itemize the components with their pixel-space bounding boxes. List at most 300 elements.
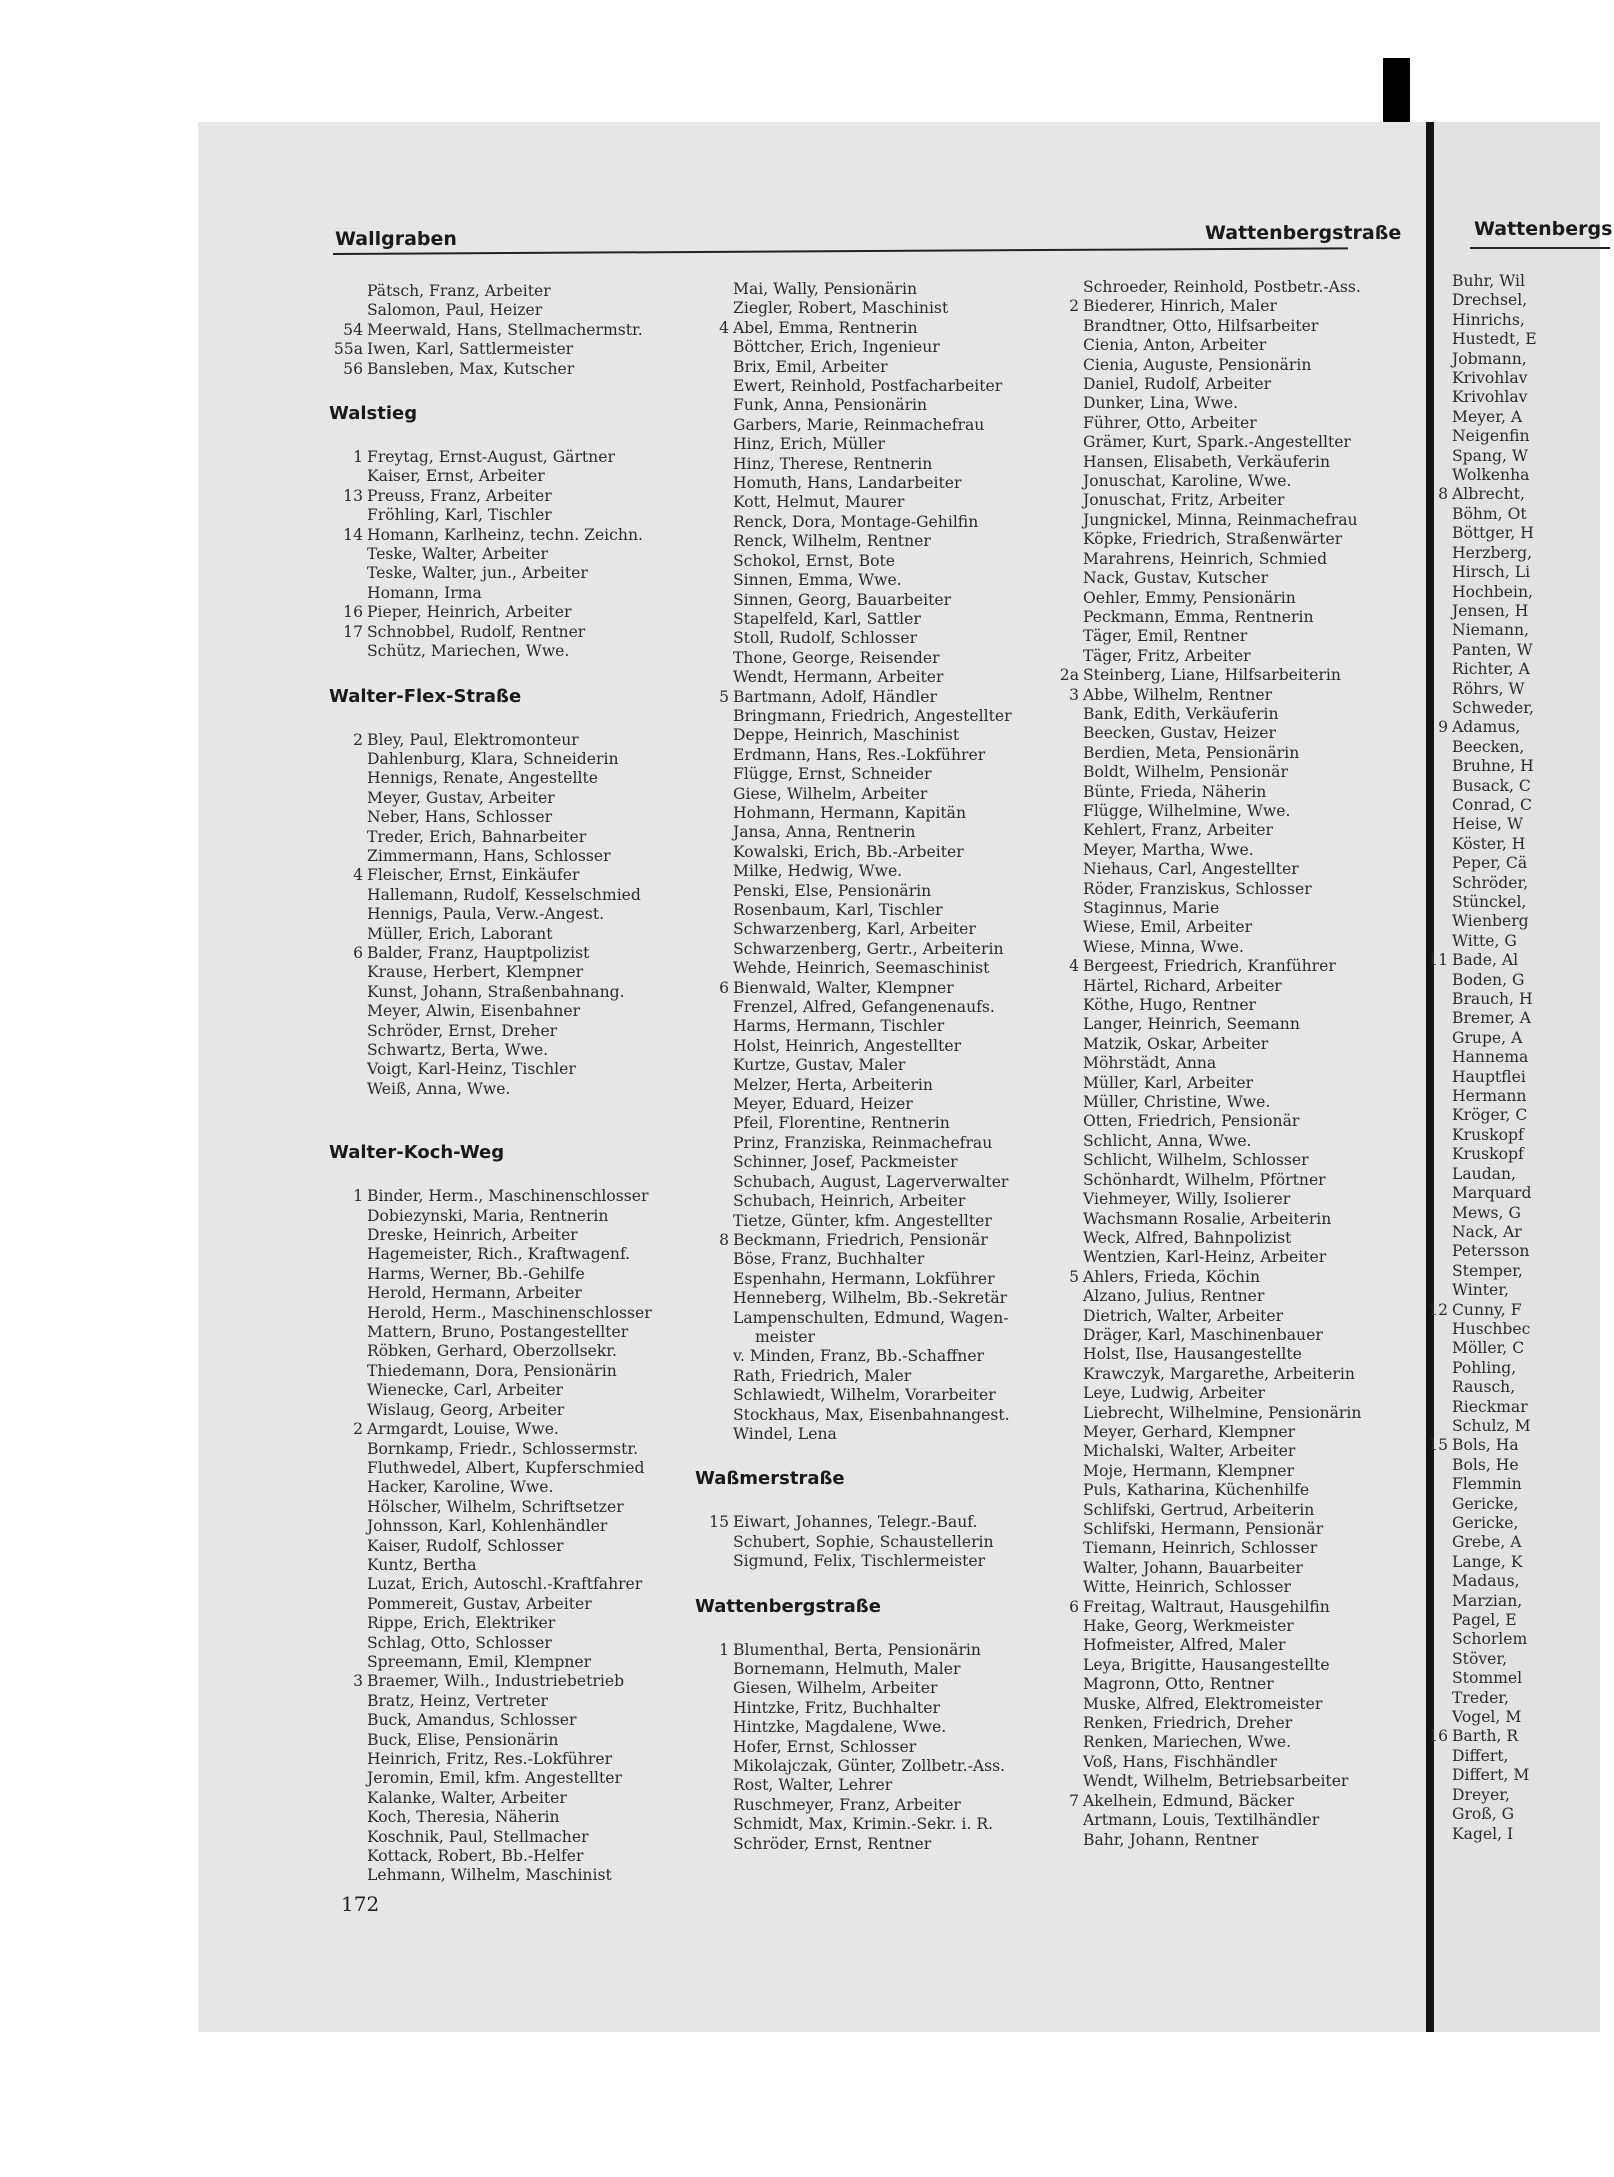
directory-entry <box>329 321 674 340</box>
directory-entry <box>329 360 674 379</box>
resident-name: Brauch, H <box>1452 990 1533 1009</box>
directory-entry <box>1414 524 1614 543</box>
resident-name: Balder, Franz, Hauptpolizist <box>367 943 590 962</box>
resident-name: Bahr, Johann, Rentner <box>1083 1830 1259 1849</box>
directory-entry <box>695 1796 1037 1815</box>
resident-name: Gericke, <box>1452 1494 1519 1513</box>
resident-name: Böttcher, Erich, Ingenieur <box>733 338 940 357</box>
directory-entry <box>329 564 674 583</box>
resident-name: Vogel, M <box>1452 1708 1522 1727</box>
resident-name: Neber, Hans, Schlosser <box>367 808 553 827</box>
directory-entry <box>695 882 1037 901</box>
directory-entry <box>695 1153 1037 1172</box>
resident-name: Henneberg, Wilhelm, Bb.-Sekretär <box>733 1289 1008 1308</box>
directory-entry <box>1414 932 1614 951</box>
directory-entry <box>329 487 674 506</box>
directory-entry <box>695 1192 1037 1211</box>
resident-name: Herold, Herm., Maschinenschlosser <box>367 1303 652 1322</box>
directory-entry <box>1414 1825 1614 1844</box>
directory-entry <box>1414 272 1614 291</box>
street-heading: Wattenbergstraße <box>695 1595 881 1617</box>
house-number: 55a <box>333 340 363 359</box>
directory-entry <box>329 1381 674 1400</box>
directory-entry <box>695 1776 1037 1795</box>
resident-name: Moje, Hermann, Klempner <box>1083 1461 1295 1480</box>
directory-entry <box>1414 1009 1614 1028</box>
directory-entry <box>1045 763 1405 782</box>
directory-entry <box>329 506 674 525</box>
directory-entry <box>1045 394 1405 413</box>
directory-entry <box>1045 1423 1405 1442</box>
directory-entry <box>1045 1345 1405 1364</box>
resident-name: Krivohlav <box>1452 388 1528 407</box>
directory-entry <box>329 1420 674 1439</box>
resident-name: Teske, Walter, Arbeiter <box>367 545 548 564</box>
resident-name: Renken, Mariechen, Wwe. <box>1083 1733 1292 1752</box>
resident-name: Erdmann, Hans, Res.-Lokführer <box>733 745 986 764</box>
resident-name: Bartmann, Adolf, Händler <box>733 687 937 706</box>
house-number: 4 <box>1069 957 1079 976</box>
resident-name: Spreemann, Emil, Klempner <box>367 1652 592 1671</box>
resident-name: Thone, George, Reisender <box>733 648 940 667</box>
resident-name: Berdien, Meta, Pensionärin <box>1083 743 1300 762</box>
directory-entry <box>695 591 1037 610</box>
directory-entry <box>695 1660 1037 1679</box>
resident-name: Jeromin, Emil, kfm. Angestellter <box>367 1769 622 1788</box>
resident-name: Meyer, Martha, Wwe. <box>1083 840 1254 859</box>
resident-name: Abbe, Wilhelm, Rentner <box>1083 685 1273 704</box>
resident-name: Johnsson, Karl, Kohlenhändler <box>367 1517 608 1536</box>
directory-entry <box>1414 1165 1614 1184</box>
resident-name: Liebrecht, Wilhelmine, Pensionärin <box>1083 1403 1362 1422</box>
house-number: 56 <box>343 359 363 378</box>
resident-name: Grebe, A <box>1452 1533 1522 1552</box>
resident-name: Herzberg, <box>1452 543 1533 562</box>
resident-name: Mattern, Bruno, Postangestellter <box>367 1323 629 1342</box>
directory-entry <box>1414 1650 1614 1669</box>
resident-name: Abel, Emma, Rentnerin <box>733 318 918 337</box>
directory-entry <box>1414 796 1614 815</box>
directory-entry <box>329 1440 674 1459</box>
house-number: 6 <box>719 978 729 997</box>
resident-name: Boldt, Wilhelm, Pensionär <box>1083 763 1288 782</box>
directory-entry <box>329 1575 674 1594</box>
directory-entry <box>1045 433 1405 452</box>
directory-entry <box>1414 1281 1614 1300</box>
resident-name: Pagel, E <box>1452 1611 1517 1630</box>
directory-entry <box>1414 1106 1614 1125</box>
resident-name: Rieckmar <box>1452 1397 1528 1416</box>
resident-name: Witte, Heinrich, Schlosser <box>1083 1578 1291 1597</box>
resident-name: Wienecke, Carl, Arbeiter <box>367 1381 564 1400</box>
resident-name: Stockhaus, Max, Eisenbahnangest. <box>733 1405 1010 1424</box>
directory-entry <box>1045 1559 1405 1578</box>
resident-name: Niehaus, Carl, Angestellter <box>1083 860 1299 879</box>
resident-name: Beckmann, Friedrich, Pensionär <box>733 1230 988 1249</box>
directory-entry <box>1414 990 1614 1009</box>
resident-name: Ahlers, Frieda, Köchin <box>1083 1267 1260 1286</box>
directory-entry <box>329 603 674 622</box>
directory-entry <box>1045 414 1405 433</box>
resident-name: Gericke, <box>1452 1514 1519 1532</box>
directory-entry <box>1414 777 1614 796</box>
directory-entry <box>695 358 1037 377</box>
resident-name: Schinner, Josef, Packmeister <box>733 1153 958 1172</box>
directory-entry <box>1414 505 1614 524</box>
house-number: 2 <box>353 730 363 749</box>
spacer <box>329 1099 674 1118</box>
directory-entry <box>695 338 1037 357</box>
directory-entry <box>695 1017 1037 1036</box>
resident-name: Kalanke, Walter, Arbeiter <box>367 1788 567 1807</box>
directory-entry <box>1045 1151 1405 1170</box>
resident-name: Bols, Ha <box>1452 1436 1519 1455</box>
resident-name: Bratz, Heinz, Vertreter <box>367 1691 549 1710</box>
column-2 <box>695 280 1037 1854</box>
resident-name: Wiese, Minna, Wwe. <box>1083 937 1244 956</box>
resident-name: Brandtner, Otto, Hilfsarbeiter <box>1083 316 1319 335</box>
resident-name: Fröhling, Karl, Tischler <box>367 506 552 525</box>
house-number: 12 <box>1428 1300 1448 1319</box>
resident-name: Grämer, Kurt, Spark.-Angestellter <box>1083 433 1351 452</box>
directory-entry <box>329 1537 674 1556</box>
resident-name: Witte, G <box>1452 931 1517 950</box>
directory-entry <box>1045 1520 1405 1539</box>
directory-entry <box>1045 783 1405 802</box>
resident-name: Hermann <box>1452 1087 1527 1106</box>
directory-entry <box>1414 1048 1614 1067</box>
resident-name: Schlicht, Anna, Wwe. <box>1083 1131 1252 1150</box>
directory-entry <box>329 1478 674 1497</box>
directory-entry <box>1045 336 1405 355</box>
resident-name: Schwartz, Berta, Wwe. <box>367 1041 549 1059</box>
directory-entry <box>1045 705 1405 724</box>
resident-name: Stemper, <box>1452 1261 1523 1280</box>
directory-entry <box>329 1342 674 1361</box>
house-number: 5 <box>1069 1267 1079 1286</box>
street-heading: Waßmerstraße <box>695 1468 845 1490</box>
directory-entry <box>1414 660 1614 679</box>
directory-entry <box>1045 589 1405 608</box>
resident-name: Wendt, Wilhelm, Betriebsarbeiter <box>1083 1772 1349 1791</box>
directory-entry <box>1045 1733 1405 1752</box>
directory-entry <box>1045 1714 1405 1733</box>
directory-entry <box>1045 1501 1405 1520</box>
house-number: 2 <box>353 1420 363 1439</box>
resident-name: Rosenbaum, Karl, Tischler <box>733 901 943 919</box>
directory-entry <box>329 1401 674 1420</box>
resident-name: Lange, K <box>1452 1552 1523 1571</box>
directory-entry <box>1414 854 1614 873</box>
house-number: 14 <box>343 525 363 544</box>
resident-name: Meyer, Gustav, Arbeiter <box>367 788 555 807</box>
resident-name: Lehmann, Wilhelm, Maschinist <box>367 1866 612 1885</box>
resident-name: Viehmeyer, Willy, Isolierer <box>1083 1190 1291 1209</box>
directory-entry <box>1045 1462 1405 1481</box>
directory-entry <box>1045 1442 1405 1461</box>
directory-entry <box>329 1769 674 1788</box>
directory-entry <box>329 963 674 982</box>
resident-name: Mikolajczak, Günter, Zollbetr.-Ass. <box>733 1757 1006 1776</box>
resident-name: Schönhardt, Wilhelm, Pförtner <box>1083 1170 1326 1189</box>
resident-name: Binder, Herm., Maschinenschlosser <box>367 1187 649 1206</box>
spacer <box>695 1572 1037 1591</box>
resident-name: Barth, R <box>1452 1727 1519 1746</box>
resident-name: Dreyer, <box>1452 1785 1510 1804</box>
directory-entry <box>695 649 1037 668</box>
directory-entry <box>695 532 1037 551</box>
resident-name: Neigenfin <box>1452 427 1530 446</box>
directory-entry <box>1045 375 1405 394</box>
resident-name: Treder, Erich, Bahnarbeiter <box>367 827 587 846</box>
spacer <box>329 379 674 398</box>
directory-entry <box>695 1386 1037 1405</box>
directory-entry <box>695 1679 1037 1698</box>
resident-name: Rath, Friedrich, Maler <box>733 1366 912 1385</box>
directory-entry <box>695 1757 1037 1776</box>
directory-entry <box>1414 1301 1614 1320</box>
resident-name: Pommereit, Gustav, Arbeiter <box>367 1594 592 1613</box>
resident-name: Cunny, F <box>1452 1300 1522 1319</box>
directory-entry <box>329 1323 674 1342</box>
next-page-running-head: Wattenbergs <box>1474 218 1613 240</box>
resident-name: Albrecht, <box>1452 485 1525 504</box>
column-4-partial <box>1414 272 1614 1844</box>
directory-entry <box>695 396 1037 415</box>
resident-name: Nack, Gustav, Kutscher <box>1083 569 1269 588</box>
resident-name: Buck, Amandus, Schlosser <box>367 1711 577 1730</box>
resident-name: Schütz, Mariechen, Wwe. <box>367 642 570 661</box>
directory-entry <box>1414 1029 1614 1048</box>
directory-entry <box>1414 563 1614 582</box>
directory-entry <box>1414 718 1614 737</box>
directory-entry <box>695 1037 1037 1056</box>
directory-entry <box>695 455 1037 474</box>
resident-name: Michalski, Walter, Arbeiter <box>1083 1442 1296 1461</box>
directory-entry <box>329 282 674 301</box>
directory-entry <box>1045 1831 1405 1850</box>
resident-name: Wienberg <box>1452 912 1529 931</box>
directory-entry <box>695 843 1037 862</box>
resident-name: Funk, Anna, Pensionärin <box>733 396 928 415</box>
resident-name: Kunst, Johann, Straßenbahnang. <box>367 982 625 1001</box>
resident-name: Voß, Hans, Fischhändler <box>1083 1752 1278 1771</box>
directory-entry <box>329 769 674 788</box>
resident-name: Pieper, Heinrich, Arbeiter <box>367 603 572 622</box>
directory-entry <box>1045 880 1405 899</box>
directory-entry <box>1045 1287 1405 1306</box>
resident-name: Hansen, Elisabeth, Verkäuferin <box>1083 452 1331 471</box>
directory-entry <box>1045 356 1405 375</box>
directory-entry <box>1414 369 1614 388</box>
resident-name: Boden, G <box>1452 970 1525 989</box>
resident-name: Ewert, Reinhold, Postfacharbeiter <box>733 377 1003 396</box>
directory-entry <box>1414 311 1614 330</box>
resident-name: Richter, A <box>1452 660 1530 679</box>
directory-entry <box>1414 1184 1614 1203</box>
directory-entry <box>1414 1727 1614 1746</box>
resident-name: Bringmann, Friedrich, Angestellter <box>733 706 1012 725</box>
resident-name: Flügge, Wilhelmine, Wwe. <box>1083 801 1291 820</box>
directory-entry <box>695 1425 1037 1444</box>
resident-name: Böse, Franz, Buchhalter <box>733 1250 925 1269</box>
directory-entry <box>695 1076 1037 1095</box>
resident-name: Bansleben, Max, Kutscher <box>367 359 575 378</box>
resident-name: Voigt, Karl-Heinz, Tischler <box>367 1060 576 1079</box>
resident-name: Möhrstädt, Anna <box>1083 1054 1217 1073</box>
resident-name: Oehler, Emmy, Pensionärin <box>1083 588 1296 607</box>
resident-name: Wendt, Hermann, Arbeiter <box>733 668 944 687</box>
directory-entry <box>1414 1126 1614 1145</box>
directory-entry <box>695 1641 1037 1660</box>
directory-entry <box>329 1245 674 1264</box>
resident-name: Giese, Wilhelm, Arbeiter <box>733 784 928 803</box>
house-number: 16 <box>1428 1727 1448 1746</box>
directory-entry <box>1045 957 1405 976</box>
directory-entry <box>695 1367 1037 1386</box>
house-number: 1 <box>719 1640 729 1659</box>
directory-entry <box>329 1653 674 1672</box>
resident-name: Sinnen, Emma, Wwe. <box>733 571 902 590</box>
house-number: 8 <box>1438 485 1448 504</box>
resident-name: Stapelfeld, Karl, Sattler <box>733 609 921 628</box>
directory-entry <box>1414 330 1614 349</box>
directory-entry <box>329 886 674 905</box>
running-head-left: Wallgraben <box>335 228 457 250</box>
directory-entry <box>695 1699 1037 1718</box>
resident-name: Schlag, Otto, Schlosser <box>367 1633 552 1652</box>
directory-entry <box>329 1847 674 1866</box>
directory-entry <box>1414 427 1614 446</box>
resident-name: Preuss, Franz, Arbeiter <box>367 486 552 505</box>
directory-entry <box>695 688 1037 707</box>
directory-entry <box>329 448 674 467</box>
directory-entry <box>695 707 1037 726</box>
directory-entry <box>1045 1365 1405 1384</box>
directory-entry <box>1045 453 1405 472</box>
resident-name: Rausch, <box>1452 1378 1516 1397</box>
resident-name: Grupe, A <box>1452 1028 1523 1047</box>
directory-entry <box>1414 1339 1614 1358</box>
directory-entry <box>1045 918 1405 937</box>
directory-entry <box>329 1459 674 1478</box>
directory-entry <box>1414 1417 1614 1436</box>
directory-entry <box>1045 627 1405 646</box>
directory-entry <box>1414 1242 1614 1261</box>
resident-name: Freytag, Ernst-August, Gärtner <box>367 448 615 467</box>
directory-entry <box>1045 511 1405 530</box>
directory-entry <box>1045 297 1405 316</box>
directory-entry <box>1045 1132 1405 1151</box>
resident-name: Winter, <box>1452 1281 1509 1300</box>
directory-entry <box>1414 1747 1614 1766</box>
directory-page <box>198 122 1426 2032</box>
spacer <box>329 1118 674 1137</box>
resident-name: Giesen, Wilhelm, Arbeiter <box>733 1679 938 1698</box>
resident-name: Peper, Cä <box>1452 854 1528 873</box>
directory-entry <box>695 1738 1037 1757</box>
resident-name: Homann, Irma <box>367 583 482 602</box>
resident-name: Hölscher, Wilhelm, Schriftsetzer <box>367 1497 624 1516</box>
resident-name: Schlawiedt, Wilhelm, Vorarbeiter <box>733 1386 996 1405</box>
resident-name: Differt, <box>1452 1746 1509 1765</box>
resident-name: Marquard <box>1452 1184 1532 1203</box>
directory-entry <box>1045 1539 1405 1558</box>
directory-entry <box>695 804 1037 823</box>
resident-name: Müller, Karl, Arbeiter <box>1083 1073 1254 1092</box>
resident-name: Leye, Ludwig, Arbeiter <box>1083 1384 1266 1403</box>
spacer <box>329 662 674 681</box>
directory-entry <box>329 340 674 359</box>
directory-entry <box>1414 408 1614 427</box>
resident-name: Hintzke, Fritz, Buchhalter <box>733 1698 940 1717</box>
directory-entry <box>1045 860 1405 879</box>
resident-name: Dietrich, Walter, Arbeiter <box>1083 1306 1284 1325</box>
resident-name: Holst, Heinrich, Angestellter <box>733 1036 962 1055</box>
resident-name: Homann, Karlheinz, techn. Zeichn. <box>367 525 643 544</box>
resident-name: Treder, <box>1452 1688 1509 1707</box>
directory-entry <box>329 866 674 885</box>
directory-entry <box>329 983 674 1002</box>
resident-name: Kaiser, Ernst, Arbeiter <box>367 467 545 486</box>
directory-entry <box>1045 724 1405 743</box>
directory-entry <box>1045 1811 1405 1830</box>
directory-entry <box>329 1866 674 1885</box>
directory-entry <box>329 789 674 808</box>
resident-name: Meerwald, Hans, Stellmachermstr. <box>367 320 643 339</box>
directory-entry <box>329 623 674 642</box>
street-heading: Walter-Koch-Weg <box>329 1142 505 1164</box>
directory-entry <box>1414 466 1614 485</box>
directory-entry <box>1045 977 1405 996</box>
directory-entry <box>695 299 1037 318</box>
directory-entry <box>695 1406 1037 1425</box>
resident-name: Härtel, Richard, Arbeiter <box>1083 976 1282 995</box>
resident-name: Rippe, Erich, Elektriker <box>367 1614 556 1633</box>
directory-entry <box>329 1284 674 1303</box>
resident-name: Weck, Alfred, Bahnpolizist <box>1083 1228 1292 1247</box>
resident-name: Homuth, Hans, Landarbeiter <box>733 474 962 493</box>
resident-name: Bade, Al <box>1452 951 1519 970</box>
directory-entry <box>1045 802 1405 821</box>
resident-name: Peckmann, Emma, Rentnerin <box>1083 607 1314 626</box>
resident-name: Artmann, Louis, Textilhändler <box>1083 1811 1320 1830</box>
resident-name: Holst, Ilse, Hausangestellte <box>1083 1345 1302 1364</box>
spacer <box>695 1444 1037 1463</box>
directory-entry <box>329 1750 674 1769</box>
resident-name: Wolkenha <box>1452 466 1530 485</box>
directory-entry <box>695 726 1037 745</box>
resident-name: Jansa, Anna, Rentnerin <box>733 823 916 842</box>
resident-name: Täger, Emil, Rentner <box>1083 627 1248 646</box>
directory-entry <box>1414 447 1614 466</box>
directory-entry <box>1414 1592 1614 1611</box>
resident-name: Wachsmann Rosalie, Arbeiterin <box>1083 1209 1332 1228</box>
directory-entry <box>1045 1190 1405 1209</box>
directory-entry <box>329 944 674 963</box>
gutter-top <box>1410 58 1434 122</box>
directory-entry <box>329 1187 674 1206</box>
resident-name: Tietze, Günter, kfm. Angestellter <box>733 1211 992 1230</box>
resident-name: Bank, Edith, Verkäuferin <box>1083 704 1279 723</box>
directory-entry <box>1045 1210 1405 1229</box>
directory-entry <box>329 750 674 769</box>
resident-name: Biederer, Hinrich, Maler <box>1083 297 1277 316</box>
resident-name: Hofmeister, Alfred, Maler <box>1083 1636 1286 1655</box>
directory-entry <box>1045 686 1405 705</box>
resident-name: Dreske, Heinrich, Arbeiter <box>367 1226 578 1245</box>
resident-name: Frenzel, Alfred, Gefangenenaufs. <box>733 998 995 1017</box>
